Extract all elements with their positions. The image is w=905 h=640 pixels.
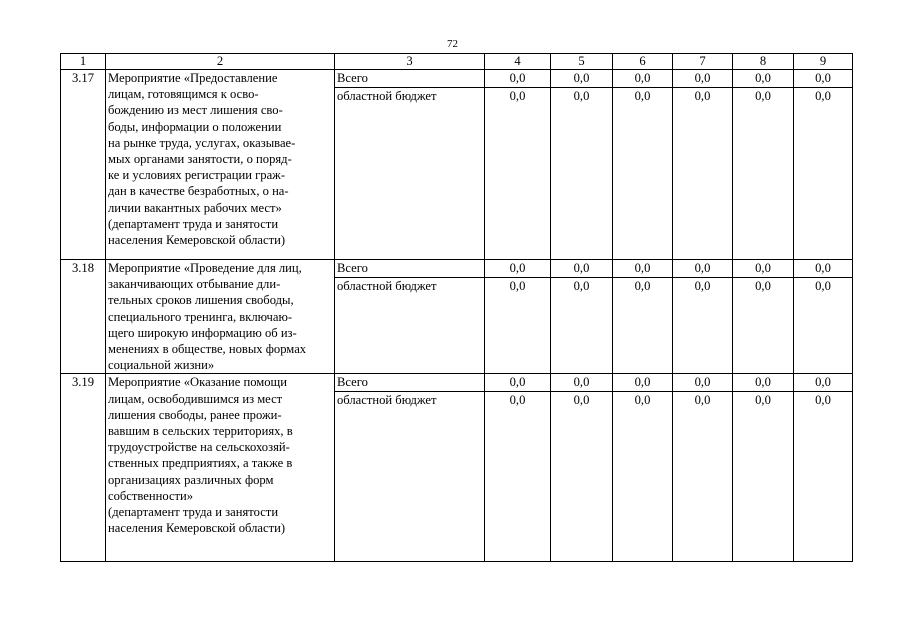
header-cell: 3 (335, 54, 485, 70)
description-line: вавшим в сельских территориях, в (108, 424, 293, 439)
description-line: (департамент труда и занятости (108, 505, 279, 520)
value-cell: 0,0 (673, 70, 733, 88)
value-cell: 0,0 (613, 88, 673, 260)
description-line: лицам, готовящимся к осво- (108, 87, 259, 102)
value-cell: 0,0 (485, 70, 551, 88)
funding-source: областной бюджет (335, 392, 485, 562)
value-cell: 0,0 (551, 392, 613, 562)
header-cell: 4 (485, 54, 551, 70)
description-line: лицам, освободившимся из мест (108, 391, 283, 406)
value-cell: 0,0 (733, 260, 794, 278)
measure-description (106, 70, 335, 260)
value-cell: 0,0 (551, 278, 613, 374)
page-number: 72 (447, 38, 458, 50)
funding-source: областной бюджет (335, 278, 485, 374)
description-line: населения Кемеровской области) (108, 233, 286, 248)
value-cell: 0,0 (733, 278, 794, 374)
header-cell: 8 (733, 54, 794, 70)
value-cell: 0,0 (673, 392, 733, 562)
description-line: на рынке труда, услугах, оказывае- (108, 135, 296, 150)
value-cell: 0,0 (733, 374, 794, 392)
value-cell: 0,0 (551, 88, 613, 260)
value-cell: 0,0 (613, 70, 673, 88)
value-cell: 0,0 (794, 260, 853, 278)
description-line: ственных предприятиях, а также в (108, 456, 293, 471)
header-cell: 6 (613, 54, 673, 70)
funding-source: Всего (335, 70, 485, 88)
header-cell: 9 (794, 54, 853, 70)
description-line: боды, информации о положении (108, 119, 282, 134)
value-cell: 0,0 (613, 374, 673, 392)
value-cell: 0,0 (551, 260, 613, 278)
description-line: Мероприятие «Предоставление (108, 71, 278, 85)
value-cell: 0,0 (673, 88, 733, 260)
value-cell: 0,0 (613, 278, 673, 374)
measure-number: 3.18 (61, 260, 106, 374)
value-cell: 0,0 (733, 70, 794, 88)
description-line: собственности» (108, 488, 194, 503)
measure-number: 3.17 (61, 70, 106, 260)
description-line: (департамент труда и занятости (108, 216, 279, 231)
description-line: щего широкую информацию об из- (108, 325, 297, 340)
header-row (61, 54, 853, 70)
header-cell: 5 (551, 54, 613, 70)
funding-source: Всего (335, 374, 485, 392)
header-cell: 7 (673, 54, 733, 70)
value-cell: 0,0 (485, 88, 551, 260)
value-cell: 0,0 (551, 374, 613, 392)
value-cell: 0,0 (794, 374, 853, 392)
budget-table (60, 53, 853, 562)
description-line: социальной жизни» (108, 358, 215, 373)
value-cell: 0,0 (673, 374, 733, 392)
description-line: организациях различных форм (108, 472, 274, 487)
measure-number: 3.19 (61, 374, 106, 562)
description-line: тельных сроков лишения свободы, (108, 293, 294, 308)
value-cell: 0,0 (485, 374, 551, 392)
value-cell: 0,0 (613, 392, 673, 562)
table-row (61, 374, 853, 392)
value-cell: 0,0 (673, 260, 733, 278)
value-cell: 0,0 (551, 70, 613, 88)
value-cell: 0,0 (485, 392, 551, 562)
funding-source: Всего (335, 260, 485, 278)
description-line: бождению из мест лишения сво- (108, 103, 283, 118)
description-line: населения Кемеровской области) (108, 521, 286, 536)
description-line: трудоустройстве на сельскохозяй- (108, 440, 290, 455)
header-cell: 2 (106, 54, 335, 70)
description-line: ке и условиях регистрации граж- (108, 168, 286, 183)
value-cell: 0,0 (794, 392, 853, 562)
header-cell: 1 (61, 54, 106, 70)
description-line: дан в качестве безработных, о на- (108, 184, 289, 199)
table-row (61, 260, 853, 278)
value-cell: 0,0 (733, 88, 794, 260)
description-line: мых органами занятости, о поряд- (108, 152, 292, 167)
value-cell: 0,0 (733, 392, 794, 562)
description-line: заканчивающих отбывание дли- (108, 277, 281, 292)
description-line: Мероприятие «Оказание помощи (108, 375, 287, 390)
description-line: специального тренинга, включаю- (108, 309, 293, 324)
description-line: Мероприятие «Проведение для лиц, (108, 261, 302, 275)
value-cell: 0,0 (485, 278, 551, 374)
description-line: менениях в обществе, новых формах (108, 342, 307, 357)
measure-description (106, 260, 335, 374)
value-cell: 0,0 (613, 260, 673, 278)
funding-source: областной бюджет (335, 88, 485, 260)
measure-description (106, 374, 335, 562)
value-cell: 0,0 (485, 260, 551, 278)
description-line: личии вакантных рабочих мест» (108, 200, 282, 215)
value-cell: 0,0 (673, 278, 733, 374)
description-line: лишения свободы, ранее прожи- (108, 407, 282, 422)
value-cell: 0,0 (794, 70, 853, 88)
value-cell: 0,0 (794, 278, 853, 374)
table-row (61, 70, 853, 88)
value-cell: 0,0 (794, 88, 853, 260)
